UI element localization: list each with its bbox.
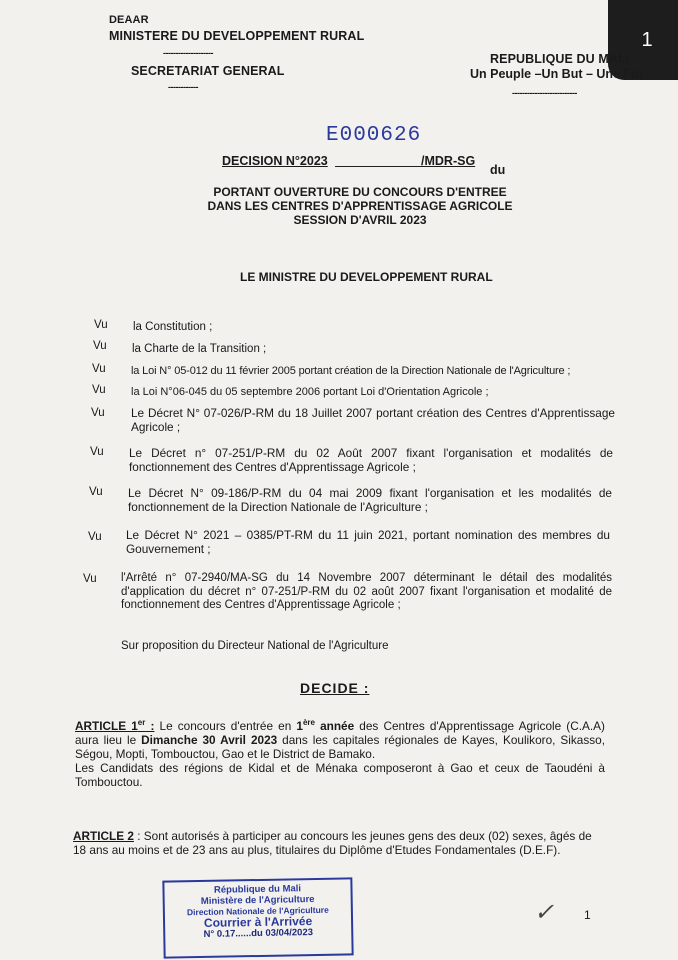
decision-du: du [490,163,506,177]
vu-text: la Constitution ; [133,321,213,333]
vu-label: Vu [92,384,106,396]
title-line: DANS LES CENTRES D'APPRENTISSAGE AGRICOLE [207,199,513,213]
vu-text: la Loi N°06-045 du 05 septembre 2006 portant Loi d'Orientation Agricole ; [131,386,489,398]
exam-date: Dimanche 30 Avril 2023 [141,732,278,747]
vu-label: Vu [93,340,107,352]
vu-label: Vu [92,363,106,375]
title-line: PORTANT OUVERTURE DU CONCOURS D'ENTREE [213,185,507,199]
article-1 [75,716,605,789]
stamp-text: République du Mali [213,883,302,896]
country-name: REPUBLIQUE DU MALI [490,52,630,66]
vu-text: Le Décret n° 07-251/P-RM du 02 Août 2007 fixant l'organisation et modalités de fonctionnement des Centres d'Apprentissage Agricole ; [129,446,613,474]
registry-number-stamp: E000626 [326,124,422,147]
vu-text: Le Décret N° 2021 – 0385/PT-RM du 11 juin 2021, portant nomination des membres du Gouvernement ; [126,528,610,556]
vu-label: Vu [94,319,108,331]
article-text: Les Candidats des régions de Kidal et de Ménaka composeront à Gao et ceux de Taoudéni à Tombouctou. [75,760,605,789]
ministry-name: MINISTERE DU DEVELOPPEMENT RURAL [109,29,365,43]
decide-heading: DECIDE : [300,680,370,696]
vu-label: Vu [91,407,105,419]
vu-label: Vu [83,573,97,585]
separator: -------------------- [163,48,213,58]
separator: -------------------------- [512,88,577,98]
stamp-text: Direction Nationale de l'Agriculture [186,904,329,918]
title-line: SESSION D'AVRIL 2023 [293,213,427,227]
secretariat-name: SECRETARIAT GENERAL [131,64,285,78]
article-text: Le concours d'entrée en [154,718,297,733]
page-indicator-badge: 1 [608,0,678,80]
article-1-label: ARTICLE 1er : [75,718,155,733]
article-text: des Centres d'Apprentissage Agricole (C.A.A) aura lieu le [75,718,605,747]
vu-text: Le Décret N° 07-026/P-RM du 18 Juillet 2007 portant création des Centres d'Apprentissage Agricole ; [131,406,615,434]
stamp-text: Courrier à l'Arrivée [203,914,313,930]
decision-number: DECISION N°2023 [222,154,328,168]
minister-heading: LE MINISTRE DU DEVELOPPEMENT RURAL [240,270,493,284]
header-code: DEAAR [109,14,149,26]
vu-label: Vu [88,531,102,543]
stamp-text: Ministère de l'Agriculture [200,894,315,907]
stamp-text: N° 0.17......du 03/04/2023 [203,927,314,940]
decision-title [200,185,520,227]
article-text: dans les capitales régionales de Kayes, Koulikoro, Sikasso, Ségou, Mopti, Tombouctou, Gao et le District de Bamako. [75,732,605,761]
article-2 [73,829,603,857]
decision-suffix: /MDR-SG [421,154,476,168]
decision-blank-line [335,166,421,167]
page-number: 1 [584,908,591,922]
article-text: : Sont autorisés à participer au concours les jeunes gens des deux (02) sexes, âgés de 18 ans au moins et de 23 ans au plus, titulaires du Diplôme d'Etudes Fondamentales (D.E.F). [73,829,592,857]
vu-text: Le Décret N° 09-186/P-RM du 04 mai 2009 fixant l'organisation et les modalités de fonctionnement de la Direction Nationale de l'Agriculture ; [128,486,612,514]
proposition-line: Sur proposition du Directeur National de l'Agriculture [121,640,389,652]
article-text: 1ère année [296,718,355,733]
national-motto: Un Peuple –Un But – Une Foi [470,67,643,81]
article-2-label: ARTICLE 2 [73,829,134,843]
vu-label: Vu [89,486,103,498]
arrival-stamp [162,877,353,958]
initials-signature-icon: ✓ [534,898,555,926]
vu-text: la Charte de la Transition ; [132,343,267,355]
vu-text: l'Arrêté n° 07-2940/MA-SG du 14 Novembre 2007 déterminant le détail des modalités d'application du décret n° 07-251/P-RM du 02 août 2007 fixant l'organisation et modalité de fonctionnement des Centres d'Apprentissage Agricole ; [121,572,612,611]
vu-text: la Loi N° 05-012 du 11 février 2005 portant création de la Direction Nationale de l'Agriculture ; [131,365,571,377]
vu-label: Vu [90,446,104,458]
separator: ------------ [168,82,198,92]
